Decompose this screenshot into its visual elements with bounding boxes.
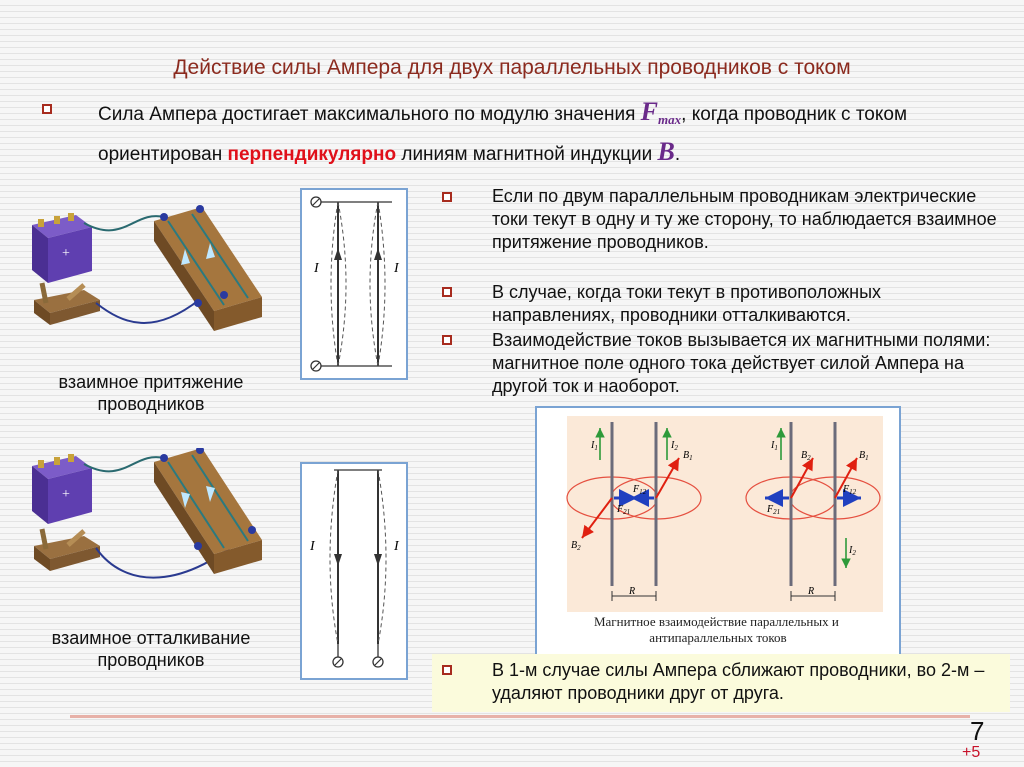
label-sub: 12 <box>639 488 647 496</box>
conclusion-text: В 1-м случае силы Ампера сближают проводники, во 2-м – удаляют проводники друг от друга. <box>492 660 985 703</box>
label-sub: 21 <box>773 508 781 516</box>
repulsion-schematic-panel <box>300 462 408 680</box>
bullet-icon <box>42 104 52 114</box>
fmax-sub: max <box>658 112 682 127</box>
caption-attraction: взаимное притяжение проводников <box>58 372 244 414</box>
label-b1: B <box>859 450 866 461</box>
attraction-schematic <box>302 190 406 378</box>
plus-mark: +5 <box>962 744 981 761</box>
label-sub: 1 <box>689 454 693 462</box>
label-f12: F <box>843 484 850 495</box>
label-b1: B <box>683 450 690 461</box>
label-i2: I <box>849 545 853 556</box>
bullet-icon <box>442 665 452 675</box>
caption-repulsion: взаимное отталкивание проводников <box>51 628 251 670</box>
magnetic-interaction-figure <box>535 406 901 658</box>
label-r-left: R <box>629 586 636 597</box>
footer-rule <box>70 715 970 718</box>
fmax-symbol <box>641 97 681 126</box>
svg-text:+: + <box>62 246 70 261</box>
label-f21: F <box>767 504 774 515</box>
label-f21: F <box>617 504 624 515</box>
repulsion-schematic <box>302 464 406 678</box>
intro-part-3: ориентирован <box>98 144 223 165</box>
rail-board-illustration <box>154 205 262 331</box>
label-i2: I <box>671 440 675 451</box>
label-sub: 2 <box>852 549 856 557</box>
current-label-left: I <box>310 539 315 554</box>
switch-illustration <box>34 529 100 571</box>
label-sub: 2 <box>577 544 581 552</box>
intro-part-5: . <box>674 144 681 165</box>
intro-part-1: Сила Ампера достигает максимального по модулю значения <box>98 104 636 125</box>
point-same-direction: Если по двум параллельным проводникам электрические токи текут в одну и ту же сторону, то наблюдается взаимное притяжение проводников. <box>492 186 997 252</box>
attraction-schematic-panel <box>300 188 408 380</box>
label-r-right: R <box>808 586 815 597</box>
label-sub: 21 <box>623 508 631 516</box>
label-sub: 1 <box>865 454 869 462</box>
intro-text <box>98 96 998 171</box>
highlight-perpendicular: перпендикулярно <box>227 144 397 165</box>
repulsion-apparatus-illustration <box>24 448 274 593</box>
intro-part-4: линиям магнитной индукции <box>401 144 653 165</box>
label-b2: B <box>571 540 578 551</box>
current-label-right: I <box>394 539 399 554</box>
intro-part-2: , когда проводник с током <box>681 104 908 125</box>
intro-line-2 <box>98 136 998 171</box>
slide-title: Действие силы Ампера для двух параллельных проводников с током <box>173 56 851 79</box>
b-symbol: B <box>657 137 675 166</box>
battery-illustration <box>32 213 92 283</box>
label-f12: F <box>633 484 640 495</box>
label-sub: 2 <box>674 444 678 452</box>
battery-illustration <box>32 454 92 524</box>
fmax-main: F <box>640 97 659 126</box>
bullet-icon <box>442 192 452 202</box>
switch-illustration <box>34 283 100 325</box>
current-label-right: I <box>394 261 399 276</box>
rail-board-illustration <box>154 448 262 574</box>
label-sub: 2 <box>807 454 811 462</box>
label-b2: B <box>801 450 808 461</box>
figure-caption: Магнитное взаимодействие параллельных и антипараллельных токов <box>593 614 839 645</box>
point-field-interaction: Взаимодействие токов вызывается их магнитными полями: магнитное поле одного тока действует силой Ампера на другой ток и наоборот. <box>492 330 991 396</box>
label-sub: 12 <box>849 488 857 496</box>
conclusion-box <box>432 654 1010 712</box>
label-i1: I <box>591 440 595 451</box>
bullet-icon <box>442 335 452 345</box>
attraction-apparatus-illustration <box>24 205 274 340</box>
bullet-icon <box>442 287 452 297</box>
svg-text:+: + <box>62 487 70 502</box>
label-sub: 1 <box>594 444 598 452</box>
intro-line-1 <box>98 96 998 136</box>
current-label-left: I <box>314 261 319 276</box>
magnetic-interaction-diagram <box>537 408 899 656</box>
label-i1: I <box>771 440 775 451</box>
page-number: 7 <box>970 716 985 746</box>
point-opposite-direction: В случае, когда токи текут в противоположных направлениях, проводники отталкиваются. <box>492 282 882 325</box>
label-sub: 1 <box>774 444 778 452</box>
